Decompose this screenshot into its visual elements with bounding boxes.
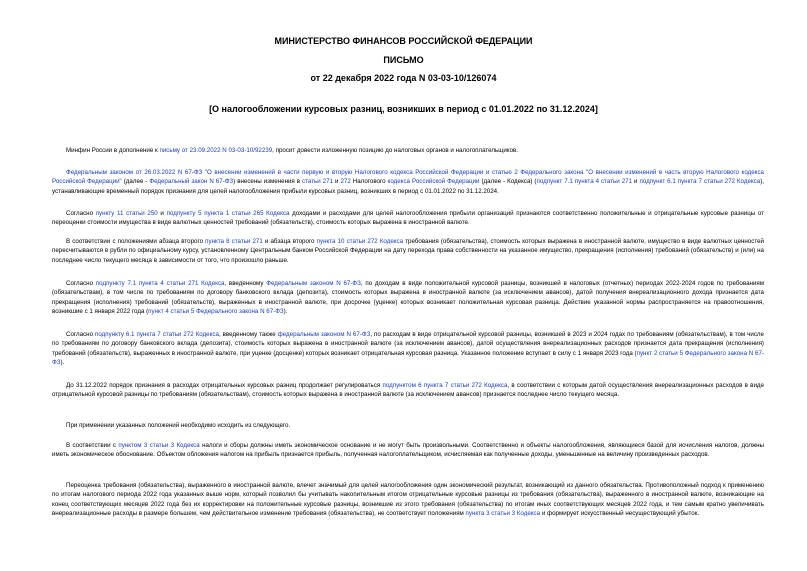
- text: Переоценка требования (обязательства), выраженного в иностранной валюте, влечет значимый для целей налогообложения один экономический результат, возникающий из данного обязательства. Противоположный подход к применению по итогам налогового периода 2022 года указанных выше норм, который позволил бы учитывать накопительным итогом отрицательные курсовые разницы из требования (обязательства), выраженного в иностранной валюте, возникающие на конец соответствующих месяцев 2022 года без их корректировки на положительные курсовые разницы, возникшие из этого требования (обязательства) по итогам иных соответствующих месяцев 2022 года, и тем самым кратно увеличивать внереализационные расходы в размере большем, чем действительное изменение требования (обязательства), не соответствует положениям: [52, 482, 764, 518]
- text: и формирует искусственный несуществующий убыток.: [540, 510, 700, 518]
- link-federal-law-67[interactable]: Федеральным законом от 26.03.2022 N 67-ФЗ "О внесении изменений в части первую и вторую Налогового кодекса Российской Федерации и статью 2 Федерального закона "О внесении изменений в часть вторую Налогового кодекса Российской Федерации": [52, 169, 764, 186]
- link-subparagraph-7-1-article-271[interactable]: подпункту 7.1 пункта 4 статьи 271 Кодекса: [95, 280, 225, 287]
- text: , введенному: [224, 280, 267, 287]
- link-subparagraph-6-1[interactable]: подпункт 6.1 пункта 7 статьи 272 Кодекса: [639, 178, 761, 186]
- link-article-250[interactable]: пункту 11 статьи 250: [95, 210, 158, 217]
- link-federal-law-67-short[interactable]: Федеральный закон N 67-ФЗ: [149, 178, 234, 186]
- text: ).: [283, 308, 288, 316]
- paragraph-9: [52, 441, 764, 460]
- link-point-8-article-271[interactable]: пункта 8 статьи 271: [205, 238, 263, 245]
- text: (далее - Кодекса) (: [479, 178, 537, 186]
- text: и: [157, 210, 167, 217]
- paragraph-3: [52, 209, 764, 228]
- document-date-number: от 22 декабря 2022 года N 03-03-10/126074: [310, 73, 497, 83]
- link-article-271[interactable]: статьи 271: [302, 178, 334, 186]
- paragraph-7: [52, 381, 764, 400]
- text: и: [333, 178, 341, 186]
- text: , по доходам в виде положительной курсовой разницы, возникшей в налоговых (отчетных) периодах 2022-2024 годов по требованиям (обязательствам), в том числе по требованиям по договору банковского вклада (депозита), стоимость которых выражена в иностранной валюте (за исключением авансов), датой получения внереализационного дохода признается дата прекращения (исполнения) требований (обязательств), выраженных в иностранной валюте, при досрочке (уценке) которых возникает положительная курсовая разница. Действие указанной нормы распространяется на правоотношения, возникшие с 1 января 2022 года (: [52, 280, 764, 316]
- link-subparagraph-6-1-article-272[interactable]: подпункту 6.1 пункта 7 статьи 272 Кодекса: [95, 331, 219, 338]
- text: требования (обязательства), стоимость которых выражена в иностранной валюте, имущество в виде валютных ценностей пересчитываются в рубли по официальному курсу, установленному Центральным банком Российской Федерации на дату перехода права собственности на указанное имущество, прекращения (исполнения) требований (обязательств) и (или) на последнее число текущего месяца в зависимости от того, что произошло раньше.: [52, 238, 764, 264]
- text: Согласно: [66, 331, 96, 338]
- text: , в соответствии с которым датой осуществления внереализационных расходов в виде отрицательной курсовой разницы по требованиям (обязательствам), стоимость которых выражена в иностранной валюте (за исключением авансов) признается последнее число текущего месяца.: [52, 382, 764, 399]
- text: В соответствии с положениями абзаца второго: [66, 238, 206, 245]
- text: Согласно: [66, 210, 96, 217]
- link-federal-law-67[interactable]: федеральным законом N 67-ФЗ: [277, 331, 371, 338]
- text: , по расходам в виде отрицательной курсовой разницы, возникшей в 2023 и 2024 годах по требованиям (обязательствам), в том числе по требованиям по договору банковского вклада (депозита), стоимость которых выражена в иностранной валюте (за исключением авансов), датой осуществления внереализационных расходов признается дата прекращения (исполнения) требований (обязательств), выраженных в иностранной валюте, при уценке (досценке) которых возникает отрицательная курсовая разница. Указанное положение вступает в силу с 1 января 2023 года (: [52, 331, 764, 357]
- link-point-10-article-272[interactable]: пункта 10 статьи 272 Кодекса: [316, 238, 404, 245]
- text: (далее -: [121, 178, 150, 186]
- document-type: ПИСЬМО: [383, 55, 424, 65]
- text: При применении указанных положений необходимо исходить из следующего.: [66, 422, 291, 429]
- link-federal-law-67[interactable]: Федеральным законом N 67-ФЗ: [266, 280, 361, 287]
- paragraph-5: [52, 279, 764, 317]
- text: Согласно: [66, 280, 96, 287]
- link-point-3-article-3[interactable]: пункта 3 статьи 3 Кодекса: [465, 510, 541, 518]
- paragraph-2: [52, 168, 764, 196]
- ministry-heading: МИНИСТЕРСТВО ФИНАНСОВ РОССИЙСКОЙ ФЕДЕРАЦИИ: [274, 36, 533, 46]
- text: В соответствии с: [66, 442, 119, 449]
- link-letter-92239[interactable]: письму от 23.09.2022 N 03-03-10/92239: [159, 147, 273, 154]
- link-subparagraph-6-article-272[interactable]: подпунктом 6 пункта 7 статьи 272 Кодекса: [382, 382, 508, 389]
- link-point-3-article-3[interactable]: пунктом 3 статьи 3 Кодекса: [118, 442, 200, 449]
- link-tax-code[interactable]: кодекса Российской Федерации: [387, 178, 480, 186]
- text: и: [632, 178, 640, 186]
- text: ).: [60, 359, 65, 367]
- text: Минфин России в дополнение к: [66, 147, 160, 154]
- paragraph-4: [52, 237, 764, 265]
- link-article-265[interactable]: подпункту 5 пункта 1 статьи 265 Кодекса: [166, 210, 290, 217]
- text: налоги и сборы должны иметь экономическое основание и не могут быть произвольными. Соответственно и объекты налогообложения, являющиеся базой для исчисления налогов, должны иметь экономическое обоснование. Объектом обложения налогом на прибыль признается прибыль, полученная налогоплательщиком, исчисляемая как полученные доходы, уменьшенные на величину произведенных расходов.: [52, 442, 765, 459]
- link-point-4-article-5[interactable]: пункт 4 статьи 5 Федерального закона N 67-ФЗ: [148, 308, 284, 316]
- text: , введенному также: [218, 331, 278, 338]
- text: и абзаца второго: [262, 238, 317, 245]
- link-article-272[interactable]: 272: [340, 178, 351, 186]
- text: , просит довести изложенную позицию до налоговых органов и налогоплательщиков.: [272, 147, 519, 154]
- paragraph-8: [52, 421, 764, 430]
- text: До 31.12.2022 порядок признания в расходах отрицательных курсовых разниц продолжает регулироваться: [66, 382, 383, 389]
- text: ) внесены изменения в: [233, 178, 303, 186]
- paragraph-10: [52, 481, 764, 519]
- text: доходами и расходами для целей налогообложения прибыли организаций признаются соответственно положительные и отрицательные курсовые разницы от переоценки стоимости имущества в виде валютных ценностей требований (обязательств), стоимость которых выражена в иностранной валюте.: [52, 210, 764, 227]
- text: Налогового: [350, 178, 388, 186]
- link-point-2-article-5[interactable]: пункт 2 статьи 5 Федерального закона N 67-ФЗ: [52, 349, 764, 367]
- paragraph-1: [52, 146, 764, 155]
- text: ), устанавливающие временный порядок признания для целей налогообложения прибыли курсовых разниц, возникших в период с 01.01.2022 по 31.12.2024.: [52, 178, 764, 195]
- link-subparagraph-7-1[interactable]: подпункт 7.1 пункта 4 статьи 271: [536, 178, 633, 186]
- document-subject: [О налогообложении курсовых разниц, возникших в период с 01.01.2022 по 31.12.2024]: [209, 104, 598, 114]
- paragraph-6: [52, 330, 764, 368]
